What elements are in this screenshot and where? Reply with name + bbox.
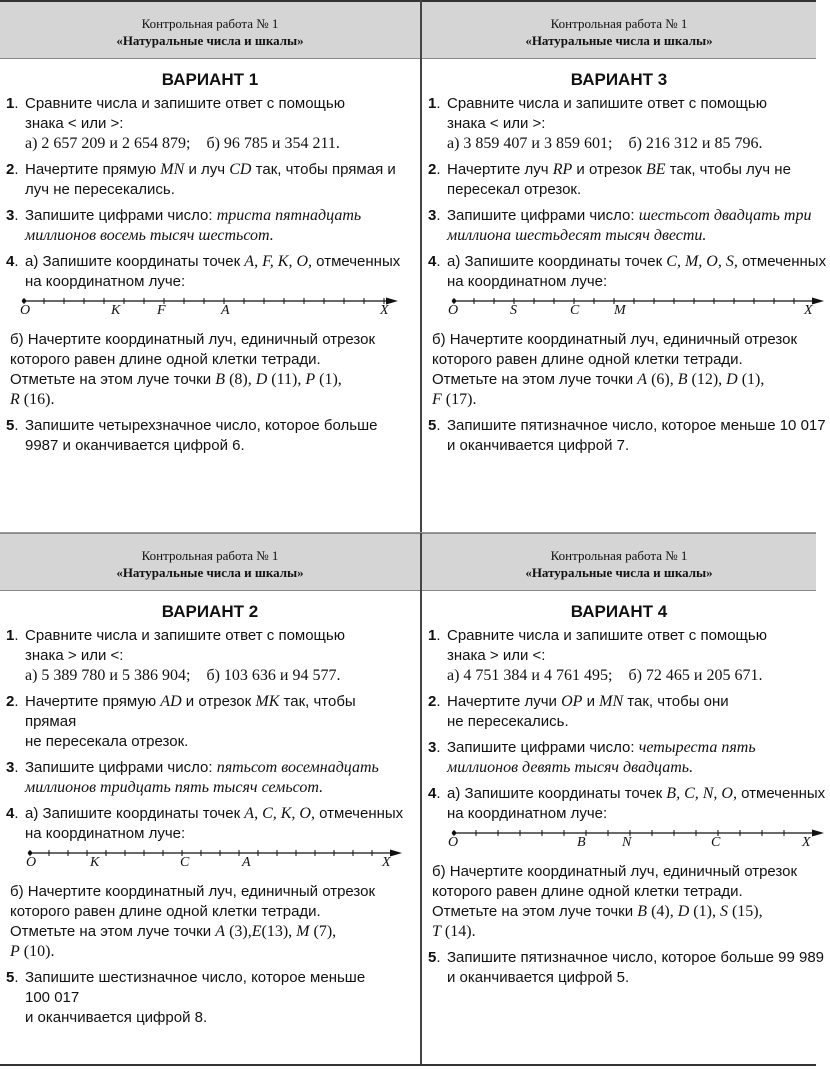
task-text: и отрезок (572, 161, 646, 178)
card-header (0, 533, 420, 591)
point-label: C (570, 303, 580, 318)
point-coordinate: (10). (19, 943, 55, 960)
coordinate-ray (450, 828, 816, 852)
task-4: 4. а) Запишите координаты точек B, C, N, O, отмеченных на координатном луче: (428, 785, 826, 822)
point-name: S (719, 903, 728, 920)
coordinate-ray (20, 296, 420, 320)
number-in-words: миллионов восемь тысяч шестьсот. (25, 227, 274, 244)
variant-title: ВАРИАНТ 3 (570, 70, 668, 89)
variant-title: ВАРИАНТ 1 (161, 70, 259, 89)
task-text: и (582, 693, 600, 710)
task-text: Запишите четырехзначное число, которое больше (25, 417, 378, 434)
task-number: 4 (428, 253, 437, 270)
variant-card-1 (0, 2, 420, 532)
segment-name: BE (646, 161, 666, 178)
task-text: знака > или <: (447, 647, 546, 664)
card-header (0, 2, 420, 59)
task-5: 5. Запишите четырехзначное число, которое больше 9987 и оканчивается цифрой 6. (6, 416, 420, 456)
task-text: на координатном луче: (447, 805, 608, 822)
task-text: знака < или >: (25, 115, 124, 132)
segment-name: MK (255, 693, 280, 710)
point-names: A, F, K, O, (244, 253, 313, 270)
ray-name: RP (552, 161, 573, 178)
task-5: 5. Запишите пятизначное число, которое меньше 10 017 и оканчивается цифрой 7. (428, 417, 826, 454)
variant-title: ВАРИАНТ 4 (570, 602, 668, 621)
header-title: Контрольная работа № 1 (550, 548, 688, 563)
task-text: Начертите лучи (447, 693, 562, 710)
point-label: B (577, 835, 586, 850)
task-text: и оканчивается цифрой 5. (447, 969, 630, 986)
point-label: F (157, 303, 166, 318)
ray-name: CD (229, 161, 252, 178)
task-text: Запишите пятизначное число, которое больше 99 989 (447, 949, 825, 966)
point-label: A (221, 303, 230, 318)
header-title: Контрольная работа № 1 (550, 16, 688, 31)
task-number: 2 (428, 693, 437, 710)
point-label: O (448, 303, 459, 318)
task-number: 3 (6, 759, 15, 776)
point-names: B, C, N, O, (666, 785, 737, 802)
task-text: отмеченных (737, 253, 827, 270)
task-text: Отметьте на этом луче точки (10, 371, 212, 388)
task-part-a: а) 5 389 780 и 5 386 904; (25, 667, 191, 684)
point-name: P (10, 943, 20, 960)
task-text: и оканчивается цифрой 7. (447, 437, 630, 454)
point-coordinate: (1), (315, 371, 342, 388)
task-part-a: а) 3 859 407 и 3 859 601; (447, 135, 613, 152)
task-text: Запишите цифрами число: (447, 739, 639, 756)
task-number: 1 (6, 627, 15, 644)
coordinate-ray (450, 296, 816, 320)
task-text: 9987 и оканчивается цифрой 6. (25, 437, 245, 454)
task-text: на координатном луче: (25, 825, 186, 842)
point-name: D (255, 371, 268, 388)
task-2: 2. Начертите прямую MN и луч CD так, чтобы прямая и луч не пересекались. (6, 160, 420, 200)
task-text: луч не пересекались. (25, 181, 175, 198)
task-text: Запишите цифрами число: (447, 207, 639, 224)
point-coordinate: (16). (19, 391, 55, 408)
point-coordinate: (4), (647, 903, 678, 920)
task-3: 3. Запишите цифрами число: четыреста пять миллионов девять тысяч двадцать. (428, 738, 816, 778)
task-text: Сравните числа и запишите ответ с помощью (25, 627, 345, 644)
point-coordinate: (12), (687, 371, 727, 388)
task-text: отмеченных (736, 785, 826, 802)
task-text: б) Начертите координатный луч, единичный отрезок (10, 883, 376, 900)
point-name: B (215, 371, 226, 388)
task-text: так, чтобы (279, 693, 356, 710)
point-name: E (251, 923, 262, 940)
task-4b (6, 330, 420, 410)
point-label: S (510, 303, 517, 318)
variant-card-2 (0, 533, 420, 1064)
task-4: 4. а) Запишите координаты точек A, F, K, O, отмеченных на координатном луче: (6, 252, 420, 292)
point-label: O (448, 835, 459, 850)
task-5: 5. Запишите шестизначное число, которое меньше 100 017 и оканчивается цифрой 8. (6, 968, 420, 1028)
task-4b (428, 330, 816, 410)
task-number: 2 (6, 693, 15, 710)
variant-card-4 (422, 533, 826, 1064)
line-name: AD (160, 693, 182, 710)
point-label: X (802, 835, 811, 850)
point-coordinate: (13), (261, 923, 297, 940)
task-text: так, чтобы прямая и (251, 161, 396, 178)
point-coordinate: (14). (440, 923, 476, 940)
task-part-b: б) 72 465 и 205 671. (628, 667, 763, 684)
task-number: 4 (428, 785, 437, 802)
task-2: 2. Начертите лучи OP и MN так, чтобы они не пересекались. (428, 692, 816, 732)
task-number: 5 (6, 969, 15, 986)
task-text: б) Начертите координатный луч, единичный отрезок (10, 331, 376, 348)
task-text: на координатном луче: (25, 273, 186, 290)
task-3: 3. Запишите цифрами число: пятьсот восемнадцать миллионов тридцать пять тысяч семьсот. (6, 758, 420, 798)
point-name: A (215, 923, 226, 940)
point-label: M (614, 303, 626, 318)
task-5: 5. Запишите пятизначное число, которое больше 99 989 и оканчивается цифрой 5. (428, 949, 825, 986)
number-in-words: миллиона шестьдесят тысяч двести. (447, 227, 707, 244)
task-text: Отметьте на этом луче точки (432, 371, 634, 388)
task-text: на координатном луче: (447, 273, 608, 290)
task-text: Отметьте на этом луче точки (10, 923, 212, 940)
task-text: Отметьте на этом луче точки (432, 903, 634, 920)
task-2: 2. Начертите прямую AD и отрезок MK так, чтобы прямая не пересекала отрезок. (6, 692, 420, 752)
task-text: которого равен длине одной клетки тетради. (432, 351, 743, 368)
point-label: A (242, 855, 251, 870)
point-name: D (726, 371, 738, 388)
task-text: отмеченных (312, 253, 401, 270)
point-names: C, M, O, S, (666, 253, 738, 270)
coordinate-ray-line (26, 848, 406, 858)
task-number: 1 (428, 627, 437, 644)
task-4: 4. а) Запишите координаты точек C, M, O, S, отмеченных на координатном луче: (428, 253, 827, 290)
point-label: O (20, 303, 31, 318)
variant-title: ВАРИАНТ 2 (161, 602, 259, 621)
point-label: K (111, 303, 121, 318)
point-names: A, C, K, O, (244, 805, 315, 822)
point-coordinate: (17). (441, 391, 477, 408)
task-1: 1. Сравните числа и запишите ответ с помощью знака > или <: а) 4 751 384 и 4 761 495; б) 72 465 и 205 671. (428, 626, 816, 686)
header-subtitle: «Натуральные числа и шкалы» (116, 33, 304, 48)
point-name: D (677, 903, 690, 920)
point-name: T (432, 923, 441, 940)
task-4b (428, 862, 816, 942)
task-number: 2 (6, 161, 15, 178)
task-part-a: а) 4 751 384 и 4 761 495; (447, 667, 613, 684)
task-number: 1 (6, 95, 15, 112)
point-label: K (90, 855, 100, 870)
task-number: 4 (6, 805, 15, 822)
point-name: M (296, 923, 310, 940)
task-text: которого равен длине одной клетки тетради. (10, 351, 321, 368)
header-subtitle: «Натуральные числа и шкалы» (525, 565, 713, 580)
point-coordinate: (7), (309, 923, 337, 940)
variant-card-3 (422, 2, 827, 532)
task-part-a: а) 2 657 209 и 2 654 879; (25, 135, 191, 152)
point-label: N (622, 835, 632, 850)
task-text: б) Начертите координатный луч, единичный отрезок (432, 331, 798, 348)
point-label: C (180, 855, 190, 870)
point-label: C (711, 835, 721, 850)
task-text: не пересекались. (447, 713, 569, 730)
card-header (422, 533, 816, 591)
task-text: которого равен длине одной клетки тетради. (10, 903, 321, 920)
task-text: Начертите прямую (25, 161, 161, 178)
task-text: а) Запишите координаты точек (25, 805, 245, 822)
task-text: 100 017 (25, 989, 80, 1006)
task-text: Начертите луч (447, 161, 553, 178)
number-in-words: пятьсот восемнадцать (216, 759, 379, 776)
task-text: Сравните числа и запишите ответ с помощью (447, 95, 767, 112)
point-coordinate: (8), (225, 371, 256, 388)
task-text: Запишите цифрами число: (25, 207, 217, 224)
point-name: P (305, 371, 316, 388)
task-1: 1. Сравните числа и запишите ответ с помощью знака < или >: а) 3 859 407 и 3 859 601; б) 216 312 и 85 796. (428, 94, 816, 154)
task-part-b: б) 103 636 и 94 577. (206, 667, 341, 684)
task-text: Сравните числа и запишите ответ с помощью (25, 95, 345, 112)
task-text: Запишите пятизначное число, которое меньше 10 017 (447, 417, 826, 434)
task-text: Запишите цифрами число: (25, 759, 217, 776)
task-text: которого равен длине одной клетки тетради. (432, 883, 743, 900)
task-text: не пересекала отрезок. (25, 733, 189, 750)
number-in-words: шестьсот двадцать три (638, 207, 812, 224)
header-subtitle: «Натуральные числа и шкалы» (116, 565, 304, 580)
task-number: 3 (428, 207, 437, 224)
number-in-words: миллионов девять тысяч двадцать. (447, 759, 694, 776)
point-name: F (432, 391, 442, 408)
number-in-words: триста пятнадцать (216, 207, 362, 224)
point-coordinate: (11), (267, 371, 306, 388)
task-text: и отрезок (181, 693, 256, 710)
task-text: отмеченных (314, 805, 404, 822)
task-text: знака < или >: (447, 115, 546, 132)
ray-name: MN (599, 693, 624, 710)
task-part-b: б) 96 785 и 354 211. (206, 135, 340, 152)
task-text: Запишите шестизначное число, которое меньше (25, 969, 366, 986)
task-text: так, чтобы луч не (665, 161, 791, 178)
coordinate-ray-line (450, 828, 830, 838)
task-text: и оканчивается цифрой 8. (25, 1009, 208, 1026)
task-number: 5 (428, 417, 437, 434)
line-name: MN (160, 161, 185, 178)
task-text: так, чтобы они (623, 693, 729, 710)
task-3: 3. Запишите цифрами число: шестьсот двадцать три миллиона шестьдесят тысяч двести. (428, 206, 816, 246)
number-in-words: миллионов тридцать пять тысяч семьсот. (25, 779, 324, 796)
point-coordinate: (15), (727, 903, 763, 920)
point-label: X (804, 303, 813, 318)
task-text: прямая (25, 713, 77, 730)
task-text: Начертите прямую (25, 693, 161, 710)
task-number: 3 (428, 739, 437, 756)
header-title: Контрольная работа № 1 (141, 16, 279, 31)
task-text: а) Запишите координаты точек (25, 253, 245, 270)
task-number: 1 (428, 95, 437, 112)
point-name: A (637, 371, 648, 388)
task-4: 4. а) Запишите координаты точек A, C, K, O, отмеченных на координатном луче: (6, 804, 420, 844)
task-text: и луч (184, 161, 230, 178)
task-text: а) Запишите координаты точек (447, 253, 667, 270)
point-coordinate: (6), (647, 371, 678, 388)
task-text: Сравните числа и запишите ответ с помощью (447, 627, 767, 644)
page-bottom-border (0, 1064, 816, 1066)
task-number: 2 (428, 161, 437, 178)
task-number: 5 (428, 949, 437, 966)
task-text: пересекал отрезок. (447, 181, 582, 198)
task-part-b: б) 216 312 и 85 796. (628, 135, 763, 152)
task-number: 3 (6, 207, 15, 224)
task-1: 1. Сравните числа и запишите ответ с помощью знака < или >: а) 2 657 209 и 2 654 879; б) 96 785 и 354 211. (6, 94, 420, 154)
task-2: 2. Начертите луч RP и отрезок BE так, чтобы луч не пересекал отрезок. (428, 160, 816, 200)
task-number: 5 (6, 417, 15, 434)
point-name: B (677, 371, 688, 388)
point-label: X (380, 303, 389, 318)
card-header (422, 2, 816, 59)
coordinate-ray-line (20, 296, 400, 306)
coordinate-ray-line (450, 296, 830, 306)
task-number: 4 (6, 253, 15, 270)
task-4b (6, 882, 420, 962)
point-coordinate: (3), (225, 923, 252, 940)
task-text: знака > или <: (25, 647, 124, 664)
number-in-words: четыреста пять (638, 739, 756, 756)
task-3: 3. Запишите цифрами число: триста пятнадцать миллионов восемь тысяч шестьсот. (6, 206, 420, 246)
task-text: а) Запишите координаты точек (447, 785, 667, 802)
coordinate-ray (26, 848, 420, 872)
header-title: Контрольная работа № 1 (141, 548, 279, 563)
point-name: B (637, 903, 648, 920)
point-coordinate: (1), (737, 371, 765, 388)
task-1: 1. Сравните числа и запишите ответ с помощью знака > или <: а) 5 389 780 и 5 386 904; б) 103 636 и 94 577. (6, 626, 420, 686)
point-coordinate: (1), (689, 903, 720, 920)
point-label: X (382, 855, 391, 870)
ray-name: OP (561, 693, 583, 710)
header-subtitle: «Натуральные числа и шкалы» (525, 33, 713, 48)
task-text: б) Начертите координатный луч, единичный отрезок (432, 863, 798, 880)
point-name: R (10, 391, 20, 408)
point-label: O (26, 855, 37, 870)
